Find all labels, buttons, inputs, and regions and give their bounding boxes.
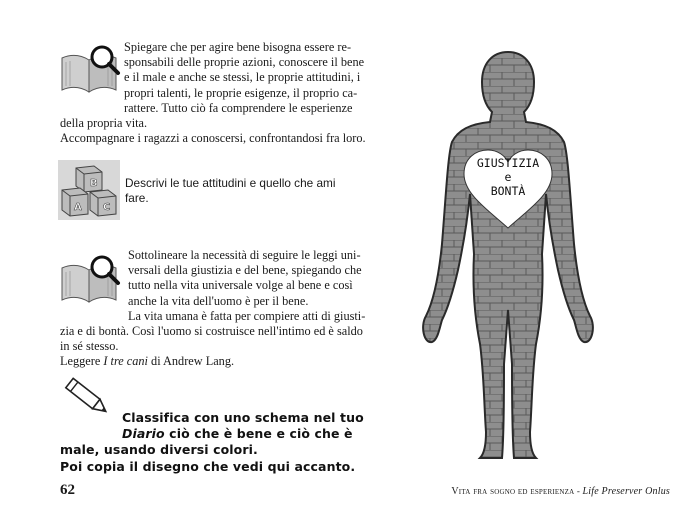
publisher-name: Life Preserver Onlus bbox=[582, 486, 670, 497]
book-magnifier-icon bbox=[58, 250, 122, 308]
running-footer bbox=[451, 486, 670, 497]
heart-word-justice: GIUSTIZIA bbox=[476, 156, 540, 170]
diary-word: Diario bbox=[122, 426, 165, 442]
heart-word-and: e bbox=[504, 170, 512, 184]
justice-paragraph bbox=[128, 248, 366, 324]
book-title: I tre cani bbox=[103, 354, 148, 369]
text-line: propri talenti, le proprie esigenze, il proprio ca- bbox=[124, 85, 358, 100]
diary-task bbox=[60, 410, 364, 475]
text-line: Descrivi le tue attitudini e quello che ami bbox=[125, 176, 336, 190]
text-line: anche la vita dell'uomo è per il bene. bbox=[128, 293, 309, 308]
intro-paragraph bbox=[124, 40, 365, 116]
text-line: rattere. Tutto ciò fa comprendere le esperienze bbox=[124, 100, 353, 115]
text-line: tutto nella vita universale volge al bene e così bbox=[128, 278, 353, 293]
series-title: Vita fra sogno ed esperienza bbox=[451, 486, 575, 497]
text-line: fare. bbox=[125, 191, 149, 205]
reading-prefix: Leggere bbox=[60, 354, 104, 369]
text-line: sponsabili delle proprie azioni, conoscere il bene bbox=[124, 55, 365, 70]
alphabet-blocks-icon bbox=[58, 160, 120, 220]
text-line: male, usando diversi colori. bbox=[60, 442, 258, 458]
text-line: Classifica con uno schema nel tuo bbox=[122, 410, 364, 425]
text-line: versali della giustizia e del bene, spiegando che bbox=[128, 263, 362, 278]
svg-text:C: C bbox=[103, 202, 111, 213]
text-line bbox=[60, 426, 360, 442]
intro-paragraph-tail bbox=[60, 116, 366, 146]
text-line: La vita umana è fatta per compiere atti di giusti- bbox=[128, 308, 366, 323]
text-line: Sottolineare la necessità di seguire le leggi uni- bbox=[128, 248, 361, 262]
text-fragment: ciò che è bene e ciò che è bbox=[164, 426, 353, 442]
book-magnifier-icon bbox=[58, 40, 122, 98]
svg-text:B: B bbox=[90, 178, 98, 189]
separator: - bbox=[574, 486, 583, 496]
reading-suffix: di Andrew Lang. bbox=[147, 354, 235, 369]
text-line: della propria vita. bbox=[60, 116, 148, 130]
text-line: in sé stesso. bbox=[60, 339, 119, 354]
describe-instruction bbox=[125, 176, 355, 206]
text-line: Accompagnare i ragazzi a conoscersi, confrontandosi fra loro. bbox=[60, 131, 366, 146]
text-line: Spiegare che per agire bene bisogna essere re- bbox=[124, 40, 352, 54]
svg-text:A: A bbox=[74, 202, 82, 213]
heart-word-goodness: BONTÀ bbox=[490, 184, 526, 198]
brick-human-figure bbox=[418, 44, 598, 464]
text-line: e il male e anche se stessi, le proprie attitudini, i bbox=[124, 70, 361, 85]
text-line: Poi copia il disegno che vedi qui accanto. bbox=[60, 458, 356, 474]
reading-suggestion bbox=[60, 354, 352, 369]
page-number: 62 bbox=[60, 482, 75, 498]
heart-label bbox=[458, 156, 558, 198]
text-line: zia e di bontà. Così l'uomo si costruisce nell'intimo ed è saldo bbox=[60, 324, 363, 338]
justice-paragraph-tail bbox=[60, 324, 363, 370]
